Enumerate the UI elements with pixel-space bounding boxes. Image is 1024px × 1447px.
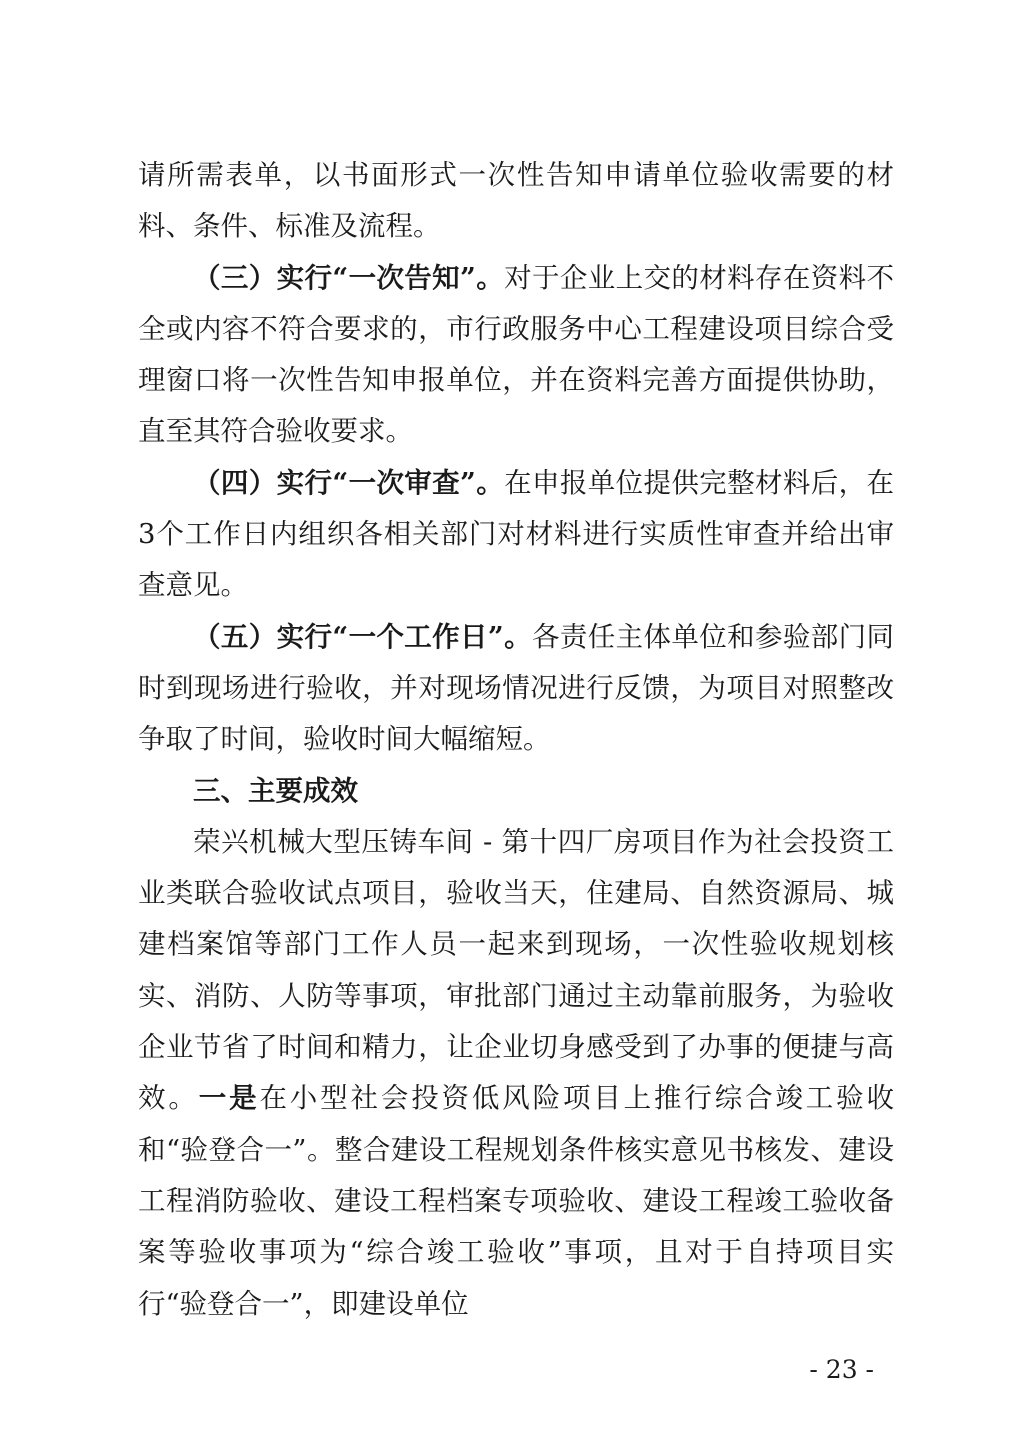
paragraph-continuation: 请所需表单，以书面形式一次性告知申请单位验收需要的材料、条件、标准及流程。 (138, 159, 894, 243)
paragraph-heading: （五）实行“一个工作日”。 (193, 620, 533, 653)
paragraph-one-review (138, 458, 894, 612)
paragraph-one-workday (138, 612, 894, 766)
page-number: - 23 - (809, 1355, 874, 1384)
paragraph-text: 在小型社会投资低风险项目上推行综合竣工验收和“验登合一”。整合建设工程规划条件核实意见书核发、建设工程消防验收、建设工程档案专项验收、建设工程竣工验收备案等验收事项为“综合竣工验收”事项，且对于自持项目实行“验登合一”，即建设单位 (138, 1082, 895, 1320)
paragraph-emphasis: 一是 (198, 1082, 260, 1115)
paragraph-one-notice (138, 253, 894, 458)
paragraph-text: 在申报单位提供完整材料后，在3个工作日内组织各相关部门对材料进行实质性审查并给出审查意见。 (138, 466, 895, 602)
paragraph-text: 各责任主体单位和参验部门同时到现场进行验收，并对现场情况进行反馈，为项目对照整改争取了时间，验收时间大幅缩短。 (138, 620, 895, 756)
paragraph-text: 对于企业上交的材料存在资料不全或内容不符合要求的，市行政服务中心工程建设项目综合受理窗口将一次性告知申报单位，并在资料完善方面提供协助，直至其符合验收要求。 (138, 261, 895, 448)
page-footer (0, 1355, 1024, 1384)
document-body (138, 150, 894, 1330)
section-heading: 三、主要成效 (193, 774, 358, 807)
paragraph-heading: （三）实行“一次告知”。 (193, 261, 505, 294)
paragraph-results (138, 817, 894, 1330)
paragraph-heading: （四）实行“一次审查”。 (193, 466, 505, 499)
paragraph-text: 荣兴机械大型压铸车间 - 第十四厂房项目作为社会投资工业类联合验收试点项目，验收当天，住建局、自然资源局、城建档案馆等部门工作人员一起来到现场，一次性验收规划核实、消防、人防等事项，审批部门通过主动靠前服务，为验收企业节省了时间和精力，让企业切身感受到了办事的便捷与高效。 (138, 825, 894, 1115)
